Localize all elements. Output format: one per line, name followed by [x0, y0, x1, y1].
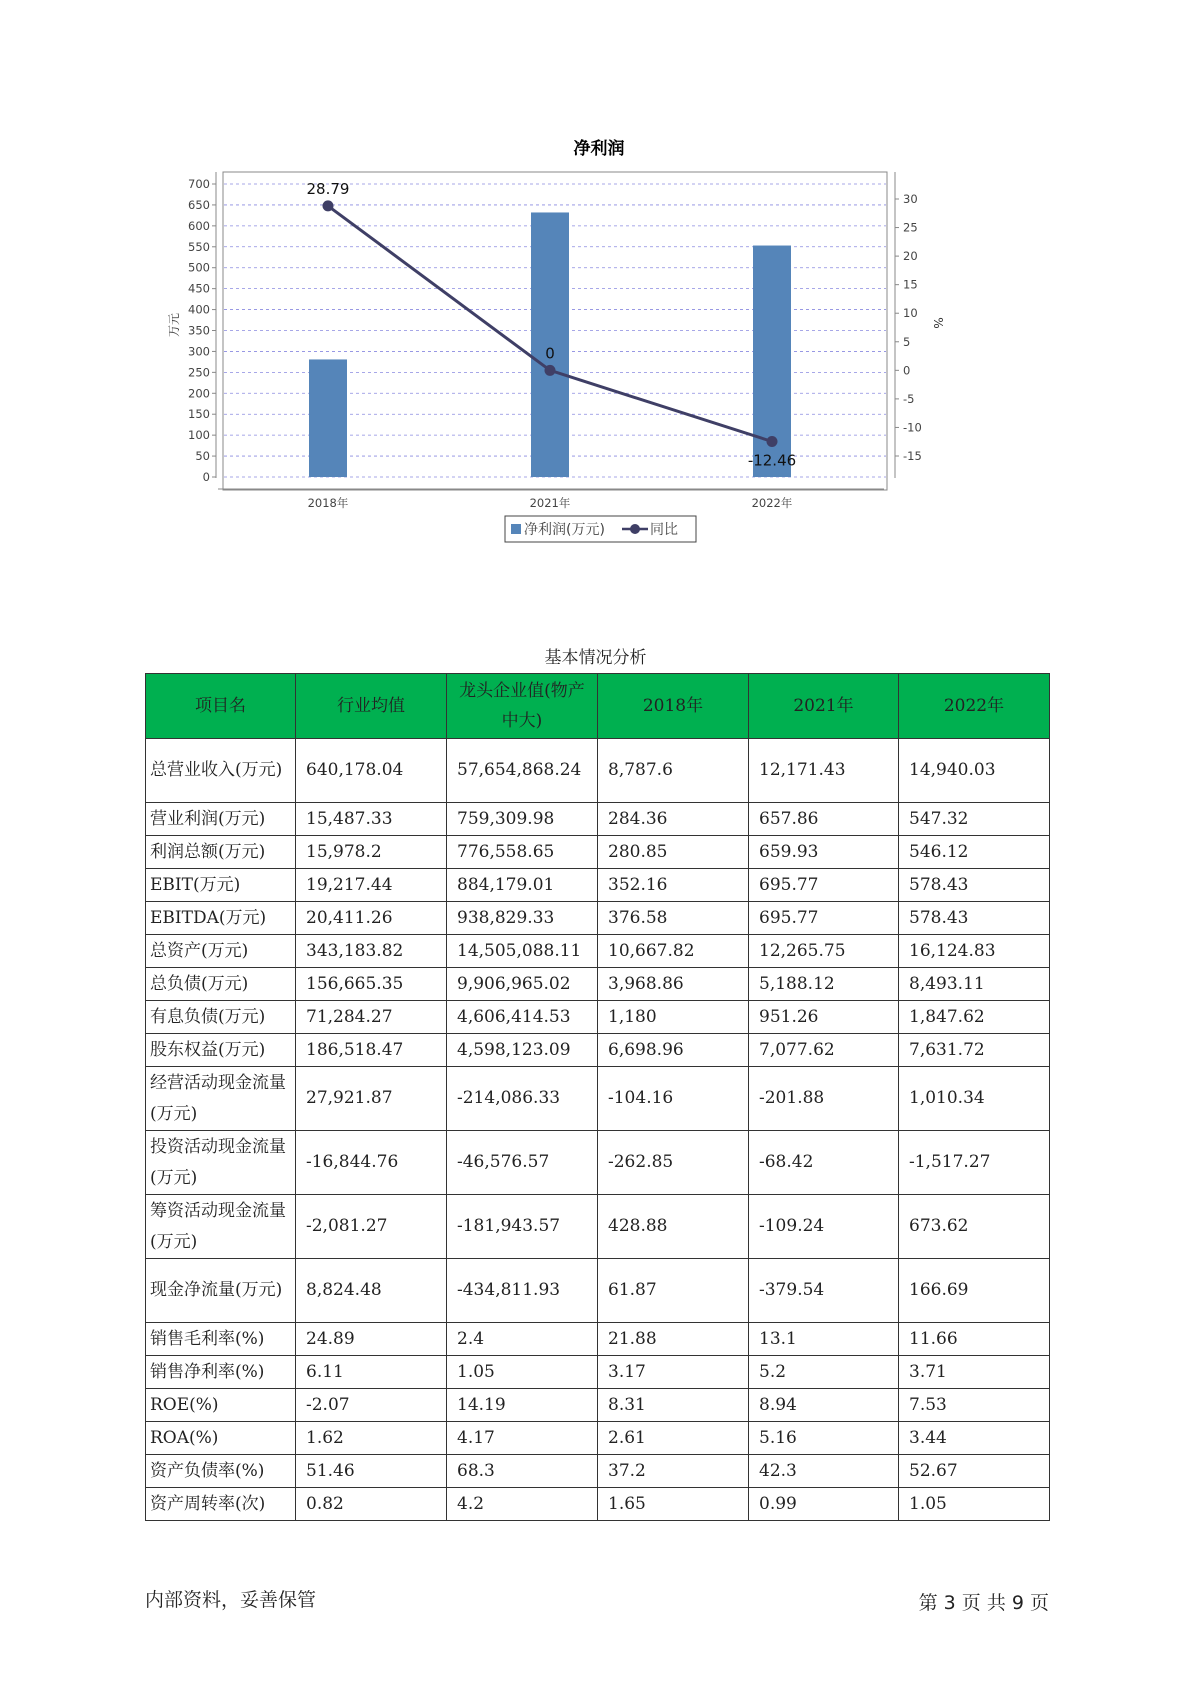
value-cell: 4,598,123.09 — [447, 1034, 598, 1067]
value-cell: 8.31 — [598, 1389, 749, 1422]
value-cell: -68.42 — [749, 1131, 899, 1195]
left-tick-label: 600 — [188, 218, 210, 233]
value-cell: 1,010.34 — [899, 1067, 1050, 1131]
value-cell: 24.89 — [296, 1323, 447, 1356]
left-tick-label: 50 — [195, 449, 210, 464]
value-cell: 3,968.86 — [598, 968, 749, 1001]
value-cell: -181,943.57 — [447, 1195, 598, 1259]
value-cell: 1.05 — [447, 1356, 598, 1389]
chart-title: 净利润 — [573, 139, 625, 159]
yoy-point — [767, 436, 778, 447]
value-cell: -46,576.57 — [447, 1131, 598, 1195]
value-cell: 546.12 — [899, 836, 1050, 869]
header-item-name: 项目名 — [146, 674, 296, 739]
row-label-cell: 经营活动现金流量(万元) — [146, 1067, 296, 1131]
value-cell: 11.66 — [899, 1323, 1050, 1356]
table-row — [146, 1488, 1050, 1521]
value-cell: 547.32 — [899, 803, 1050, 836]
legend-bar-swatch — [511, 524, 521, 534]
value-cell: 4,606,414.53 — [447, 1001, 598, 1034]
value-cell: 166.69 — [899, 1259, 1050, 1323]
row-label-cell: 销售毛利率(%) — [146, 1323, 296, 1356]
value-cell: 21.88 — [598, 1323, 749, 1356]
value-cell: -109.24 — [749, 1195, 899, 1259]
value-cell: 7,631.72 — [899, 1034, 1050, 1067]
header-industry-avg: 行业均值 — [296, 674, 447, 739]
table-row — [146, 869, 1050, 902]
left-tick-label: 200 — [188, 386, 210, 401]
value-cell: 1.62 — [296, 1422, 447, 1455]
value-cell: 8,824.48 — [296, 1259, 447, 1323]
value-cell: 428.88 — [598, 1195, 749, 1259]
row-label-cell: EBITDA(万元) — [146, 902, 296, 935]
right-tick-label: 0 — [903, 363, 911, 378]
table-row — [146, 1389, 1050, 1422]
table-row — [146, 968, 1050, 1001]
row-label-cell: 总资产(万元) — [146, 935, 296, 968]
right-tick-label: -10 — [903, 420, 922, 435]
left-tick-label: 400 — [188, 302, 210, 317]
value-cell: 8,493.11 — [899, 968, 1050, 1001]
table-row — [146, 935, 1050, 968]
value-cell: 71,284.27 — [296, 1001, 447, 1034]
legend-line-label: 同比 — [650, 522, 678, 538]
value-cell: 0.82 — [296, 1488, 447, 1521]
left-tick-label: 300 — [188, 344, 210, 359]
value-cell: 8,787.6 — [598, 739, 749, 803]
footer-confidential-note: 内部资料，妥善保管 — [145, 1589, 317, 1611]
value-cell: 42.3 — [749, 1455, 899, 1488]
value-cell: 5.2 — [749, 1356, 899, 1389]
value-cell: 884,179.01 — [447, 869, 598, 902]
row-label-cell: ROE(%) — [146, 1389, 296, 1422]
value-cell: 12,171.43 — [749, 739, 899, 803]
value-cell: 3.17 — [598, 1356, 749, 1389]
right-axis-ticks — [895, 192, 922, 463]
value-cell: 1,180 — [598, 1001, 749, 1034]
value-cell: 0.99 — [749, 1488, 899, 1521]
right-tick-label: 25 — [903, 220, 918, 235]
value-cell: 280.85 — [598, 836, 749, 869]
row-label-cell: EBIT(万元) — [146, 869, 296, 902]
footer-page-number: 第 3 页 共 9 页 — [918, 1592, 1049, 1614]
row-label-cell: 资产负债率(%) — [146, 1455, 296, 1488]
header-2022: 2022年 — [899, 674, 1050, 739]
value-cell: 14,505,088.11 — [447, 935, 598, 968]
row-label-cell: 股东权益(万元) — [146, 1034, 296, 1067]
value-cell: 695.77 — [749, 869, 899, 902]
left-tick-label: 550 — [188, 239, 210, 254]
value-cell: -1,517.27 — [899, 1131, 1050, 1195]
table-body — [146, 739, 1050, 1521]
value-cell: 695.77 — [749, 902, 899, 935]
value-cell: 5,188.12 — [749, 968, 899, 1001]
value-cell: -16,844.76 — [296, 1131, 447, 1195]
value-cell: 659.93 — [749, 836, 899, 869]
table-row — [146, 1323, 1050, 1356]
left-tick-label: 0 — [202, 470, 210, 484]
net-profit-chart — [167, 130, 1030, 600]
value-cell: 9,906,965.02 — [447, 968, 598, 1001]
value-cell: 284.36 — [598, 803, 749, 836]
value-cell: -379.54 — [749, 1259, 899, 1323]
left-tick-label: 350 — [188, 323, 210, 338]
yoy-point — [323, 200, 334, 211]
value-cell: -2.07 — [296, 1389, 447, 1422]
x-tick-label: 2018年 — [307, 496, 349, 510]
value-cell: 12,265.75 — [749, 935, 899, 968]
value-cell: 343,183.82 — [296, 935, 447, 968]
value-cell: 2.61 — [598, 1422, 749, 1455]
value-cell: 186,518.47 — [296, 1034, 447, 1067]
value-cell: 578.43 — [899, 869, 1050, 902]
table-row — [146, 1195, 1050, 1259]
row-label-cell: 销售净利率(%) — [146, 1356, 296, 1389]
right-tick-label: -15 — [903, 449, 922, 463]
value-cell: 578.43 — [899, 902, 1050, 935]
right-tick-label: 15 — [903, 277, 918, 292]
value-cell: -2,081.27 — [296, 1195, 447, 1259]
value-cell: 1.05 — [899, 1488, 1050, 1521]
value-cell: -262.85 — [598, 1131, 749, 1195]
x-tick-label: 2022年 — [751, 496, 793, 510]
row-label-cell: 营业利润(万元) — [146, 803, 296, 836]
value-cell: 14.19 — [447, 1389, 598, 1422]
value-cell: 10,667.82 — [598, 935, 749, 968]
value-cell: 51.46 — [296, 1455, 447, 1488]
table-row — [146, 1034, 1050, 1067]
row-label-cell: 筹资活动现金流量(万元) — [146, 1195, 296, 1259]
right-tick-label: 5 — [903, 334, 911, 349]
value-cell: 3.71 — [899, 1356, 1050, 1389]
value-cell: 951.26 — [749, 1001, 899, 1034]
y-axis-right-label: % — [931, 317, 945, 329]
left-axis-ticks — [188, 177, 216, 484]
value-cell: 759,309.98 — [447, 803, 598, 836]
value-cell: 61.87 — [598, 1259, 749, 1323]
row-label-cell: 总负债(万元) — [146, 968, 296, 1001]
y-axis-label: 万元 — [167, 312, 181, 338]
value-cell: 6,698.96 — [598, 1034, 749, 1067]
right-tick-label: 30 — [903, 192, 918, 206]
value-cell: 68.3 — [447, 1455, 598, 1488]
value-cell: -434,811.93 — [447, 1259, 598, 1323]
value-cell: 776,558.65 — [447, 836, 598, 869]
left-tick-label: 500 — [188, 260, 210, 275]
left-tick-label: 650 — [188, 197, 210, 212]
legend — [505, 516, 696, 542]
table-row — [146, 1422, 1050, 1455]
table-row — [146, 739, 1050, 803]
right-tick-label: 10 — [903, 306, 918, 321]
table-row — [146, 803, 1050, 836]
value-cell: 7,077.62 — [749, 1034, 899, 1067]
row-label-cell: 利润总额(万元) — [146, 836, 296, 869]
yoy-point — [545, 365, 556, 376]
value-cell: 6.11 — [296, 1356, 447, 1389]
value-cell: 20,411.26 — [296, 902, 447, 935]
left-tick-label: 250 — [188, 365, 210, 380]
x-axis-ticks — [308, 496, 793, 510]
value-cell: 15,978.2 — [296, 836, 447, 869]
yoy-data-label: 28.79 — [306, 179, 350, 198]
bar — [309, 359, 347, 477]
value-cell: 19,217.44 — [296, 869, 447, 902]
table-row — [146, 1259, 1050, 1323]
value-cell: -201.88 — [749, 1067, 899, 1131]
table-row — [146, 1131, 1050, 1195]
row-label-cell: 投资活动现金流量(万元) — [146, 1131, 296, 1195]
yoy-data-label: 0 — [545, 344, 555, 363]
right-tick-label: 20 — [903, 249, 918, 264]
value-cell: 1.65 — [598, 1488, 749, 1521]
value-cell: 57,654,868.24 — [447, 739, 598, 803]
table-row — [146, 1455, 1050, 1488]
left-tick-label: 700 — [188, 177, 210, 191]
row-label-cell: 有息负债(万元) — [146, 1001, 296, 1034]
value-cell: 657.86 — [749, 803, 899, 836]
left-tick-label: 150 — [188, 407, 210, 422]
value-cell: 156,665.35 — [296, 968, 447, 1001]
value-cell: 37.2 — [598, 1455, 749, 1488]
table-row — [146, 1001, 1050, 1034]
value-cell: 352.16 — [598, 869, 749, 902]
table-row — [146, 902, 1050, 935]
row-label-cell: 总营业收入(万元) — [146, 739, 296, 803]
value-cell: 4.17 — [447, 1422, 598, 1455]
header-2018: 2018年 — [598, 674, 749, 739]
table-row — [146, 1356, 1050, 1389]
value-cell: 5.16 — [749, 1422, 899, 1455]
value-cell: 8.94 — [749, 1389, 899, 1422]
header-2021: 2021年 — [749, 674, 899, 739]
value-cell: 640,178.04 — [296, 739, 447, 803]
legend-line-marker — [630, 524, 640, 534]
value-cell: 15,487.33 — [296, 803, 447, 836]
value-cell: 27,921.87 — [296, 1067, 447, 1131]
value-cell: 4.2 — [447, 1488, 598, 1521]
value-cell: 376.58 — [598, 902, 749, 935]
yoy-data-label: -12.46 — [747, 451, 797, 470]
value-cell: -214,086.33 — [447, 1067, 598, 1131]
net-profit-chart-svg — [167, 130, 1030, 600]
value-cell: 52.67 — [899, 1455, 1050, 1488]
value-cell: 673.62 — [899, 1195, 1050, 1259]
table-row — [146, 1067, 1050, 1131]
value-cell: -104.16 — [598, 1067, 749, 1131]
basic-analysis-table — [145, 673, 1050, 1521]
right-tick-label: -5 — [903, 391, 915, 406]
row-label-cell: 现金净流量(万元) — [146, 1259, 296, 1323]
left-tick-label: 450 — [188, 281, 210, 296]
x-tick-label: 2021年 — [529, 496, 571, 510]
left-tick-label: 100 — [188, 428, 210, 443]
value-cell: 1,847.62 — [899, 1001, 1050, 1034]
value-cell: 13.1 — [749, 1323, 899, 1356]
table-row — [146, 836, 1050, 869]
value-cell: 7.53 — [899, 1389, 1050, 1422]
row-label-cell: 资产周转率(次) — [146, 1488, 296, 1521]
value-cell: 3.44 — [899, 1422, 1050, 1455]
legend-bar-label: 净利润(万元) — [524, 522, 605, 538]
header-leader-value: 龙头企业值(物产中大) — [447, 674, 598, 739]
value-cell: 2.4 — [447, 1323, 598, 1356]
table-header-row — [146, 674, 1050, 739]
value-cell: 16,124.83 — [899, 935, 1050, 968]
row-label-cell: ROA(%) — [146, 1422, 296, 1455]
value-cell: 14,940.03 — [899, 739, 1050, 803]
table-caption: 基本情况分析 — [544, 648, 647, 668]
value-cell: 938,829.33 — [447, 902, 598, 935]
